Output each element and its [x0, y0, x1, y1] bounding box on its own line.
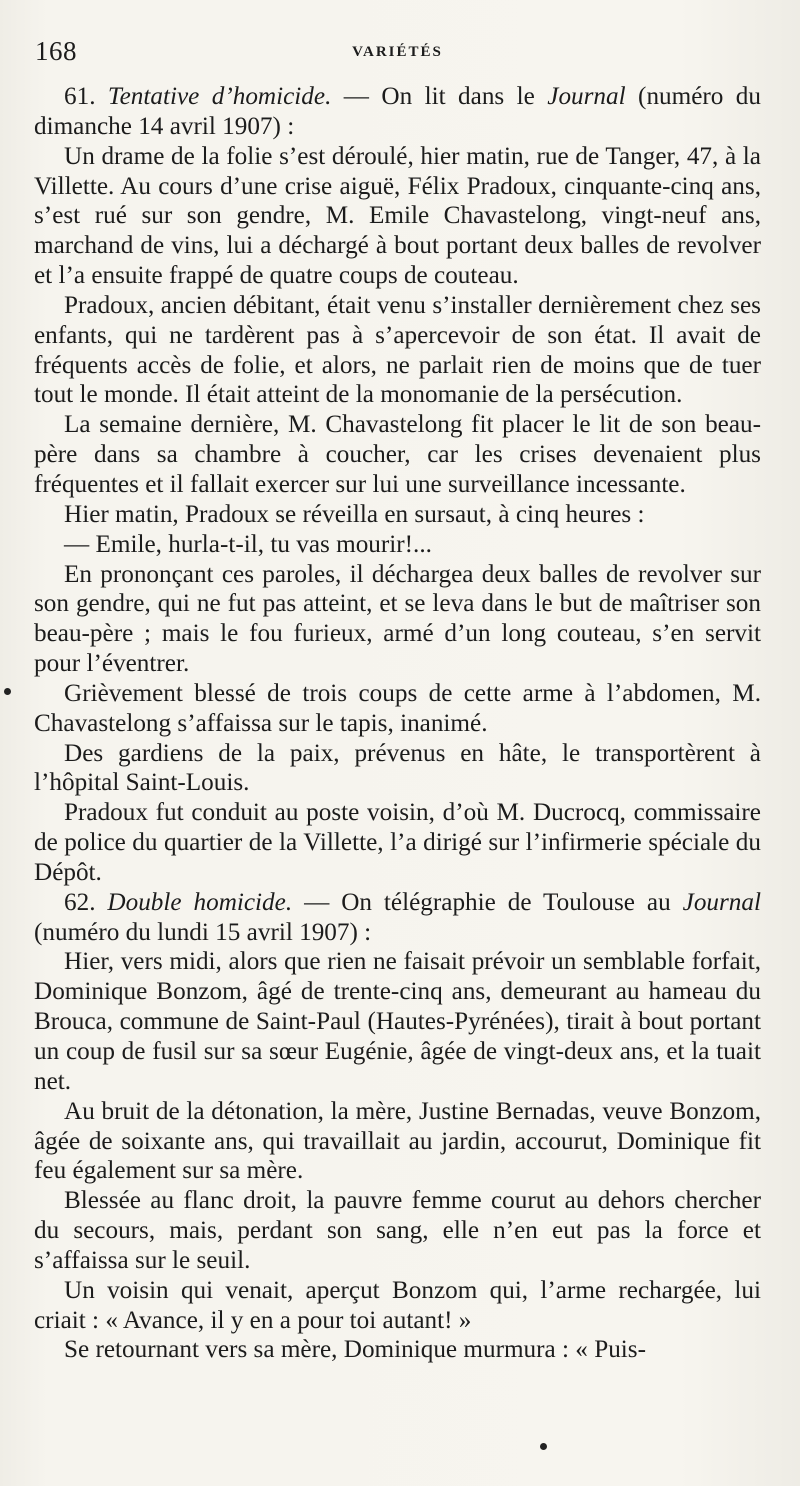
- paragraph: Pradoux fut conduit au poste voisin, d’où M. Ducrocq, commissaire de police du quartier de la Villette, l’a dirigé sur l’infirmerie spéciale du Dépôt.: [34, 799, 761, 886]
- ink-speck: [540, 1443, 547, 1450]
- paragraph: Un drame de la folie s’est déroulé, hier matin, rue de Tanger, 47, à la Villette. Au cours d’une crise aiguë, Félix Pradoux, cinquante-cinq ans, s’est rué sur son gendre, M. Emile Chavastelong, vingt-neuf ans, marchand de vins, lui a déchargé à bout portant deux balles de revolver et l’a ensuite frappé de quatre coups de couteau.: [34, 142, 761, 290]
- article-62-number: 62.: [64, 888, 96, 916]
- article-61-intro-a: — On lit dans le: [331, 83, 548, 110]
- paragraph: Des gardiens de la paix, prévenus en hâte, le transportèrent à l’hôpital Saint-Louis.: [34, 739, 761, 797]
- paragraph: La semaine dernière, M. Chavastelong fit placer le lit de son beau-père dans sa chambre à coucher, car les crises devenaient plus fréquentes et il fallait exercer sur lui une surveillance incessante.: [34, 411, 761, 498]
- page-header: [35, 36, 760, 72]
- page-number: 168: [35, 36, 77, 66]
- article-62-journal: Journal: [682, 888, 761, 916]
- article-62-title: Double homicide.: [107, 888, 293, 916]
- paragraph: Pradoux, ancien débitant, était venu s’installer dernièrement chez ses enfants, qui ne tardèrent pas à s’apercevoir de son état. Il avait de fréquents accès de folie, et alors, ne parlait rien de moins que de tuer tout le monde. Il était atteint de la monomanie de la persécution.: [34, 291, 761, 409]
- article-62-intro-a: — On télégraphie de Toulouse au: [292, 888, 683, 916]
- running-head: VARIÉTÉS: [352, 44, 443, 60]
- article-61-number: 61.: [64, 83, 96, 110]
- paragraph: Grièvement blessé de trois coups de cette arme à l’abdomen, M. Chavastelong s’affaissa sur le tapis, inanimé.: [34, 679, 761, 737]
- article-61-title: Tentative d’homicide.: [107, 83, 332, 110]
- article-61-intro-b: (numéro du dimanche 14 avril 1907) :: [34, 83, 761, 140]
- article-61-heading: [34, 82, 761, 142]
- paragraph: En prononçant ces paroles, il déchargea deux balles de revolver sur son gendre, qui ne fut pas atteint, et se leva dans le but de maîtriser son beau-père ; mais le fou furieux, armé d’un long couteau, s’en servit pour l’éventrer.: [34, 560, 761, 678]
- paragraph: Hier matin, Pradoux se réveilla en sursaut, à cinq heures :: [64, 500, 645, 528]
- article-62-heading: [34, 888, 761, 948]
- paragraph: Blessée au flanc droit, la pauvre femme courut au dehors chercher du secours, mais, perdant son sang, elle n’en eut pas la force et s’affaissa sur le seuil.: [34, 1187, 761, 1274]
- paragraph: — Emile, hurla-t-il, tu vas mourir!...: [64, 530, 432, 558]
- article-61-journal: Journal: [547, 83, 626, 110]
- paragraph: Au bruit de la détonation, la mère, Justine Bernadas, veuve Bonzom, âgée de soixante ans, qui travaillait au jardin, accourut, Dominique fit feu également sur sa mère.: [34, 1097, 761, 1185]
- page-body: [34, 82, 761, 1365]
- paragraph: Hier, vers midi, alors que rien ne faisait prévoir un semblable forfait, Dominique Bonzom, âgé de trente-cinq ans, demeurant au hameau du Brouca, commune de Saint-Paul (Hautes-Pyrénées), tirait à bout portant un coup de fusil sur sa sœur Eugénie, âgée de vingt-deux ans, et la tuait net.: [34, 948, 761, 1095]
- ink-speck: [4, 688, 11, 695]
- article-62-intro-b: (numéro du lundi 15 avril 1907) :: [34, 918, 372, 946]
- paragraph: Se retournant vers sa mère, Dominique murmura : « Puis-: [64, 1336, 646, 1364]
- paragraph: Un voisin qui venait, aperçut Bonzom qui, l’arme rechargée, lui criait : « Avance, il y en a pour toi autant! »: [34, 1276, 761, 1334]
